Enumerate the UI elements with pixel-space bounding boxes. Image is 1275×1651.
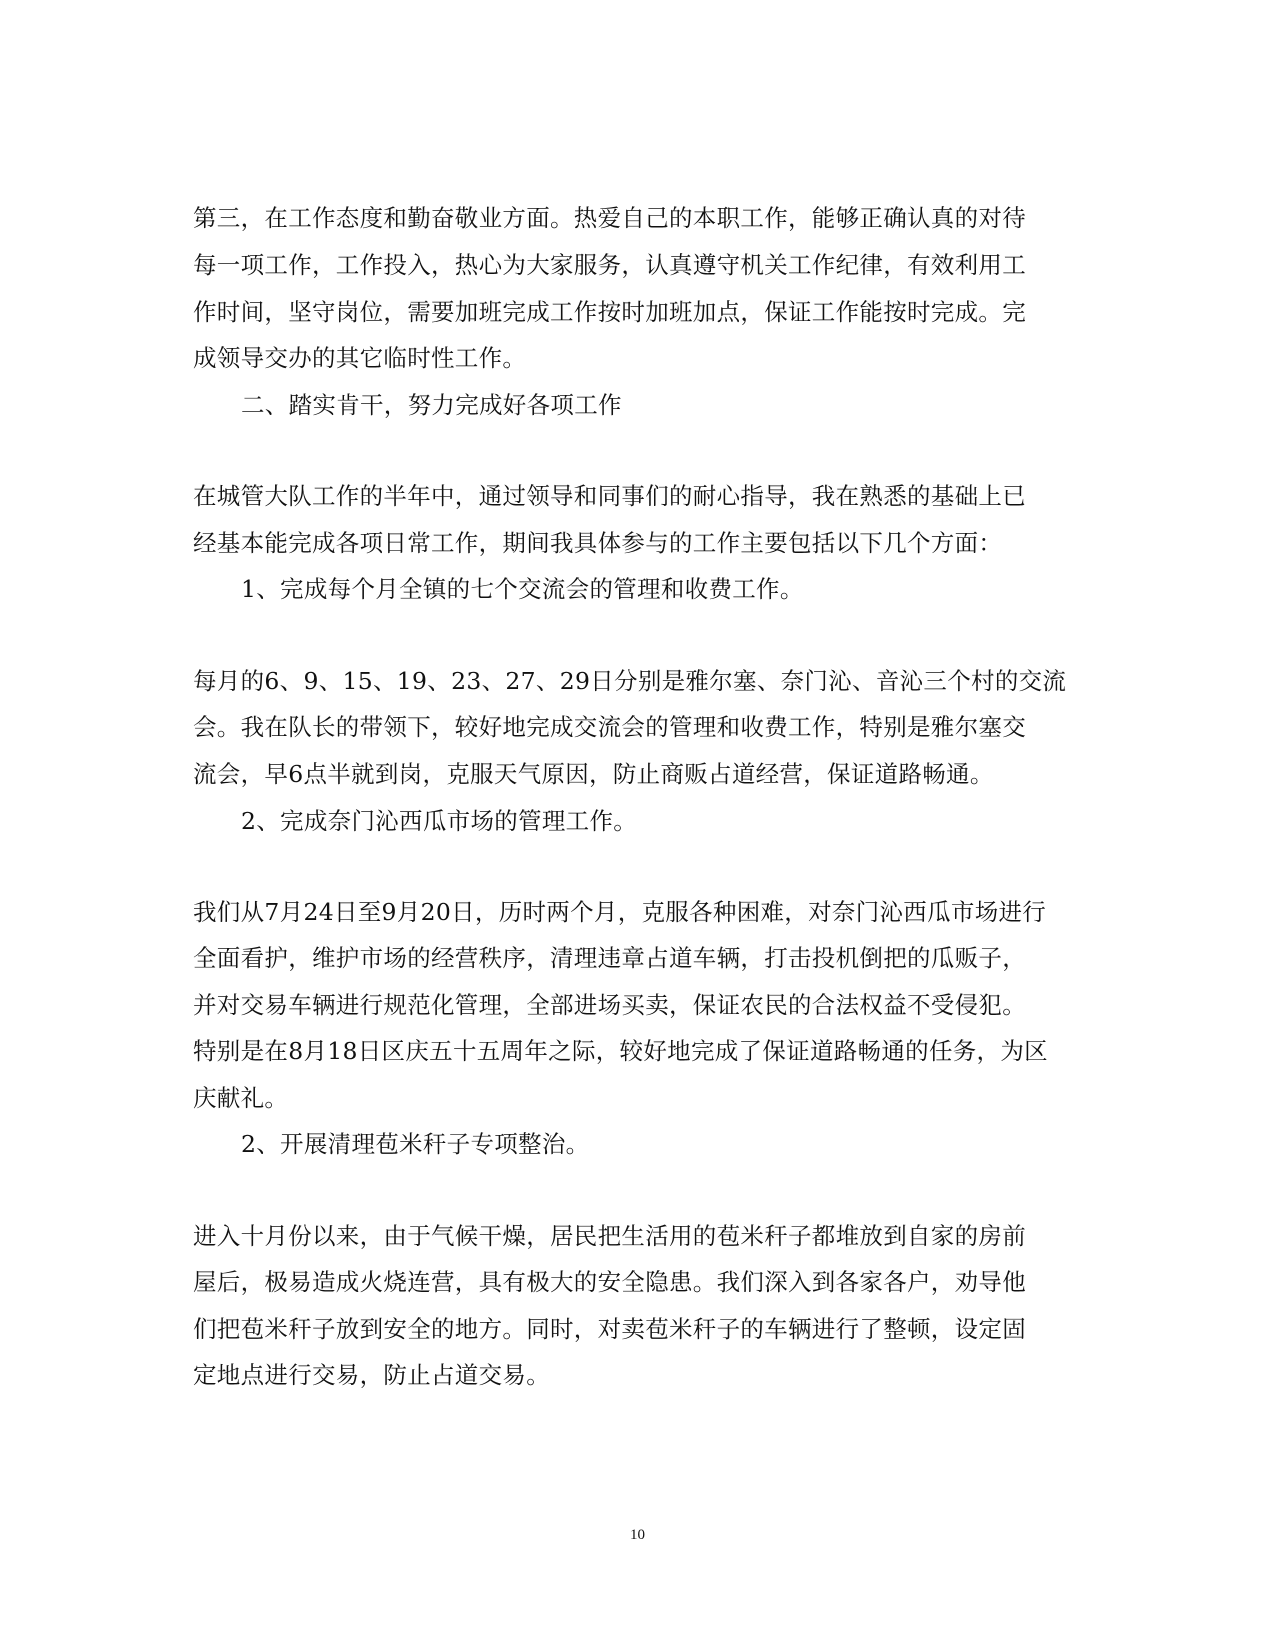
paragraph-line: 每一项工作，工作投入，热心为大家服务，认真遵守机关工作纪律，有效利用工 (193, 251, 1026, 279)
paragraph-line: 作时间，坚守岗位，需要加班完成工作按时加班加点，保证工作能按时完成。完 (193, 298, 1026, 326)
paragraph-line: 在城管大队工作的半年中，通过领导和同事们的耐心指导，我在熟悉的基础上已 (193, 482, 1026, 510)
paragraph-line: 每月的6、9、15、19、23、27、29日分别是雅尔塞、奈门沁、音沁三个村的交流 (193, 667, 1067, 695)
paragraph-line: 我们从7月24日至9月20日，历时两个月，克服各种困难，对奈门沁西瓜市场进行 (193, 898, 1047, 926)
paragraph-line: 经基本能完成各项日常工作，期间我具体参与的工作主要包括以下几个方面： (193, 529, 1003, 557)
paragraph-line: 特别是在8月18日区庆五十五周年之际，较好地完成了保证道路畅通的任务，为区 (193, 1037, 1048, 1065)
paragraph-line: 第三，在工作态度和勤奋敬业方面。热爱自己的本职工作，能够正确认真的对待 (193, 204, 1026, 232)
paragraph-line: 屋后，极易造成火烧连营，具有极大的安全隐患。我们深入到各家各户，劝导他 (193, 1268, 1026, 1296)
list-item-heading: 1、完成每个月全镇的七个交流会的管理和收费工作。 (241, 575, 804, 603)
paragraph-line: 成领导交办的其它临时性工作。 (193, 344, 527, 372)
paragraph-line: 全面看护，维护市场的经营秩序，清理违章占道车辆，打击投机倒把的瓜贩子， (193, 944, 1026, 972)
paragraph-line: 会。我在队长的带领下，较好地完成交流会的管理和收费工作，特别是雅尔塞交 (193, 713, 1026, 741)
list-item-heading: 2、开展清理苞米秆子专项整治。 (241, 1130, 590, 1158)
paragraph-line: 流会，早6点半就到岗，克服天气原因，防止商贩占道经营，保证道路畅通。 (193, 760, 994, 788)
page-number: 10 (630, 1527, 645, 1543)
paragraph-line: 定地点进行交易，防止占道交易。 (193, 1361, 550, 1389)
paragraph-line: 们把苞米秆子放到安全的地方。同时，对卖苞米秆子的车辆进行了整顿，设定固 (193, 1315, 1026, 1343)
paragraph-line: 庆献礼。 (193, 1084, 289, 1112)
list-item-heading: 2、完成奈门沁西瓜市场的管理工作。 (241, 807, 638, 835)
paragraph-line: 进入十月份以来，由于气候干燥，居民把生活用的苞米秆子都堆放到自家的房前 (193, 1222, 1026, 1250)
section-heading: 二、踏实肯干，努力完成好各项工作 (241, 391, 622, 419)
paragraph-line: 并对交易车辆进行规范化管理，全部进场买卖，保证农民的合法权益不受侵犯。 (193, 991, 1026, 1019)
